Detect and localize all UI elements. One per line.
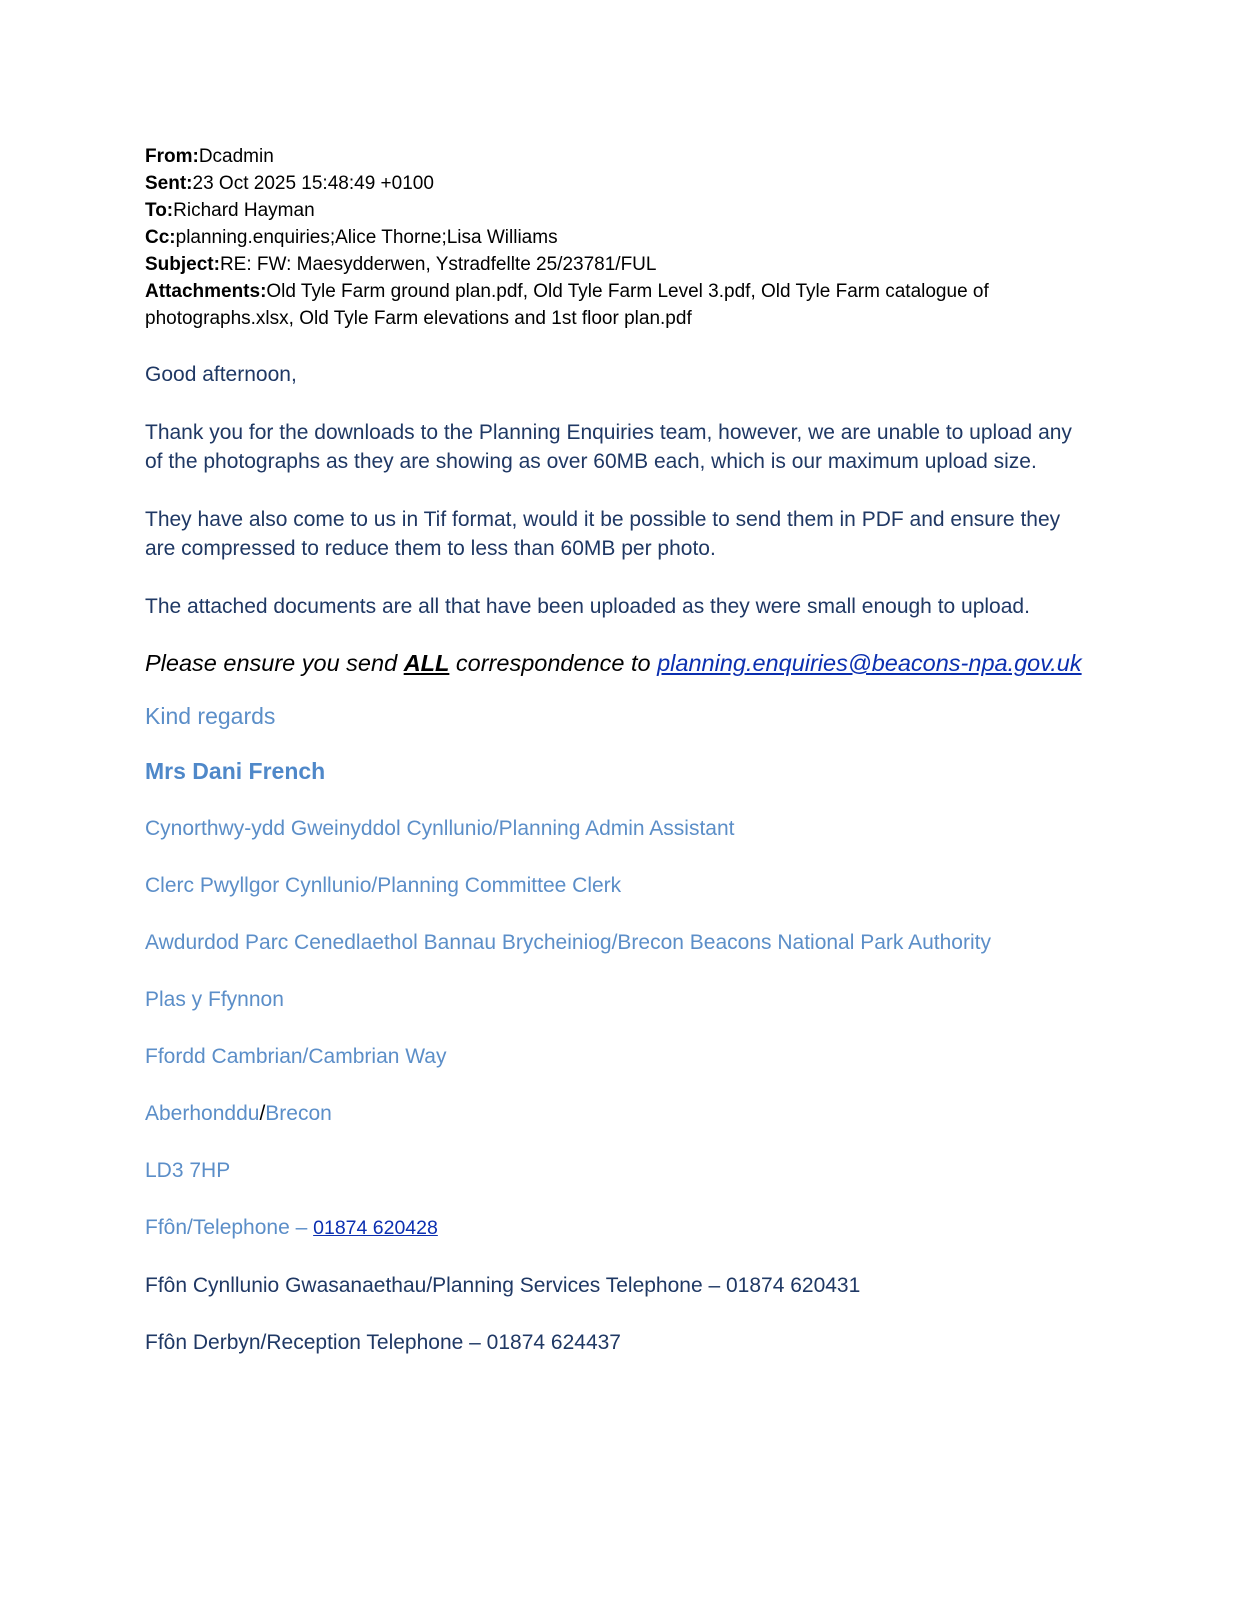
town-welsh: Aberhonddu xyxy=(145,1102,260,1125)
address-postcode: LD3 7HP xyxy=(145,1159,231,1182)
notice-all-emphasis: ALL xyxy=(403,650,450,676)
body-paragraph-uploaded: The attached documents are all that have been uploaded as they were small enough to upload. xyxy=(145,594,1030,618)
email-headers xyxy=(145,143,1085,332)
planning-services-telephone: Ffôn Cynllunio Gwasanaethau/Planning Services Telephone – 01874 620431 xyxy=(145,1274,861,1297)
body-paragraph-format: They have also come to us in Tif format, would it be possible to send them in PDF and ensure they are compressed to reduce them to less than 60MB per photo. xyxy=(145,507,1061,560)
subject-value: RE: FW: Maesydderwen, Ystradfellte 25/23781/FUL xyxy=(219,254,657,275)
signature-block xyxy=(145,702,1085,1357)
subject-label: Subject: xyxy=(145,254,220,275)
sender-role-clerk: Clerc Pwyllgor Cynllunio/Planning Committee Clerk xyxy=(145,874,622,897)
from-label: From: xyxy=(145,146,199,167)
town-english: Brecon xyxy=(265,1102,332,1125)
attachments-value-line2: photographs.xlsx, Old Tyle Farm elevations and 1st floor plan.pdf xyxy=(145,308,692,329)
telephone-link[interactable]: 01874 620428 xyxy=(313,1217,438,1239)
address-line-2: Ffordd Cambrian/Cambrian Way xyxy=(145,1045,447,1068)
planning-email-link[interactable]: planning.enquiries@beacons-npa.gov.uk xyxy=(657,650,1082,676)
organisation-name: Awdurdod Parc Cenedlaethol Bannau Brycheiniog/Brecon Beacons National Park Authority xyxy=(145,931,991,954)
attachments-header xyxy=(145,278,1085,305)
sent-value: 23 Oct 2025 15:48:49 +0100 xyxy=(192,173,434,194)
body-paragraph-upload-limit: Thank you for the downloads to the Planning Enquiries team, however, we are unable to upload any of the photographs as they are showing as over 60MB each, which is our maximum upload size. xyxy=(145,420,1072,473)
sent-header xyxy=(145,170,1085,197)
from-value: Dcadmin xyxy=(198,146,274,167)
attachments-value-line1: Old Tyle Farm ground plan.pdf, Old Tyle Farm Level 3.pdf, Old Tyle Farm catalogue of xyxy=(266,281,989,302)
cc-header xyxy=(145,224,1085,251)
sender-role-admin: Cynorthwy-ydd Gweinyddol Cynllunio/Planning Admin Assistant xyxy=(145,817,735,840)
greeting: Good afternoon, xyxy=(145,363,297,386)
sender-name: Mrs Dani French xyxy=(145,758,326,784)
attachments-label: Attachments: xyxy=(145,281,267,302)
to-value: Richard Hayman xyxy=(173,200,315,221)
subject-header xyxy=(145,251,1085,278)
sign-off: Kind regards xyxy=(145,703,276,729)
sent-label: Sent: xyxy=(145,173,193,194)
telephone-label: Ffôn/Telephone – xyxy=(145,1216,314,1239)
address-line-1: Plas y Ffynnon xyxy=(145,988,284,1011)
email-document xyxy=(145,143,1085,1357)
from-header xyxy=(145,143,1085,170)
address-town xyxy=(145,1099,1085,1128)
to-label: To: xyxy=(145,200,174,221)
telephone-line xyxy=(145,1213,1085,1243)
correspondence-notice xyxy=(145,647,1085,679)
notice-prefix: Please ensure you send xyxy=(145,650,404,676)
cc-label: Cc: xyxy=(145,227,176,248)
reception-telephone: Ffôn Derbyn/Reception Telephone – 01874 624437 xyxy=(145,1331,621,1354)
to-header xyxy=(145,197,1085,224)
town-separator: / xyxy=(259,1102,266,1125)
notice-middle: correspondence to xyxy=(449,650,658,676)
cc-value: planning.enquiries;Alice Thorne;Lisa Williams xyxy=(175,227,558,248)
